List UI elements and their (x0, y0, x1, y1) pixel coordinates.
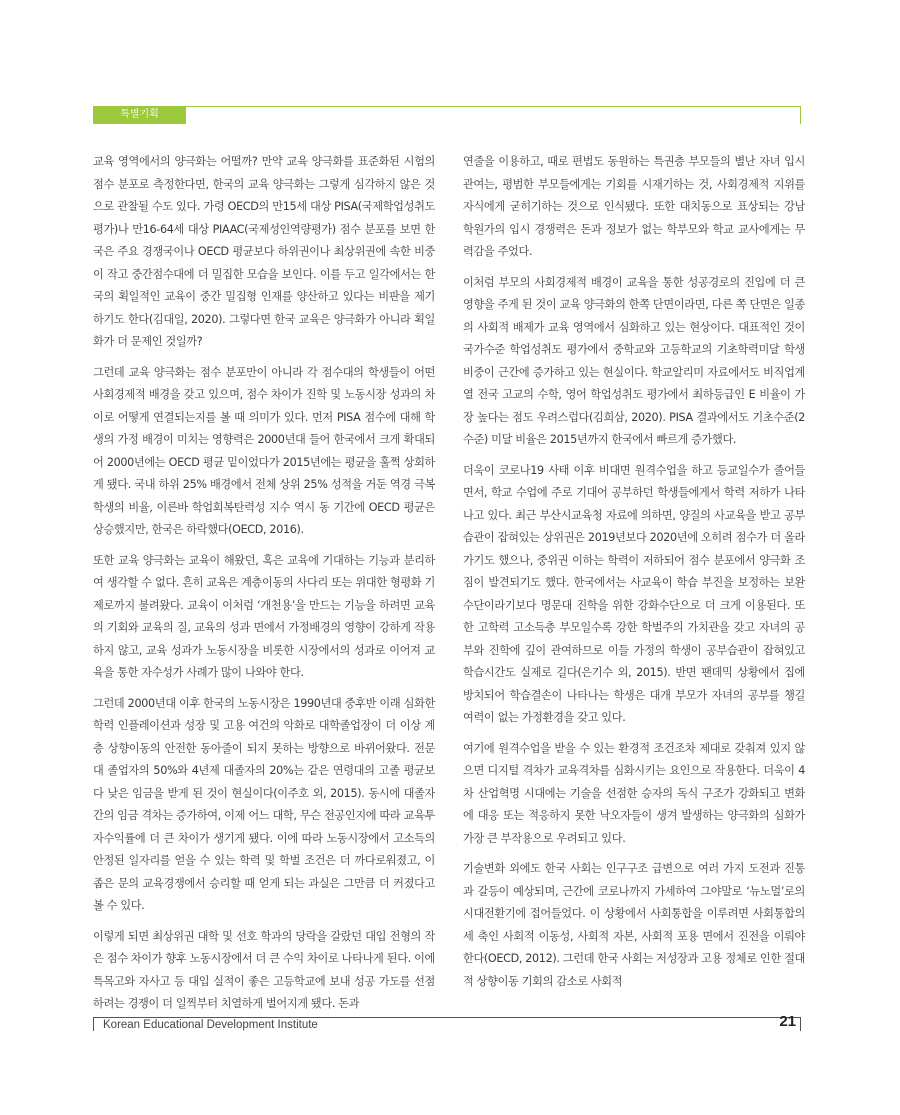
paragraph: 교육 영역에서의 양극화는 어떨까? 만약 교육 양극화를 표준화된 시험의 점수 분포로 측정한다면, 한국의 교육 양극화는 그렇게 심각하지 않은 것으로 관찰될 수도 있다. 가령 OECD의 만15세 대상 PISA(국제학업성취도평가)나 만16-64세 대상 PIAAC(국제성인역량평가) 점수 분포를 보면 한국은 주요 경쟁국이나 OECD 평균보다 하위권이나 최상위권에 속한 비중이 작고 중간점수대에 더 밀집한 모습을 보인다. 이를 두고 일각에서는 한국의 획일적인 교육이 중간 밀집형 인재를 양산하고 있다는 비판을 제기하기도 한다(김대일, 2020). 그렇다면 한국 교육은 양극화가 아니라 획일화가 더 문제인 것일까? (93, 155, 435, 348)
footer-rule-start (93, 1017, 94, 1031)
section-tag: 특별기획 (93, 106, 186, 124)
paragraph: 기술변화 외에도 한국 사회는 인구구조 급변으로 여러 가지 도전과 진통과 갈등이 예상되며, 근간에 코로나까지 가세하여 그야말로 ‘뉴노멀’로의 시대전환기에 접어들었다. 이 상황에서 사회통합을 이루려면 사회통합의 세 축인 사회적 이동성, 사회적 자본, 사회적 포용 면에서 진전을 이뤄야 한다(OECD, 2012). 그런데 한국 사회는 저성장과 고용 정체로 인한 절대적 상향이동 기회의 감소로 사회적 (463, 862, 805, 988)
paragraph: 또한 교육 양극화는 교육이 해왔던, 혹은 교육에 기대하는 기능과 분리하여 생각할 수 없다. 흔히 교육은 계층이동의 사다리 또는 위대한 형평화 기제로까지 불려왔다. 교육이 이처럼 ‘개천용’을 만드는 기능을 하려면 교육의 기회와 교육의 질, 교육의 성과 면에서 가정배경의 영향이 강하게 작용하지 않고, 교육 성과가 노동시장을 비롯한 시장에서의 성과로 이어져 교육을 통한 자수성가 사례가 많이 나와야 한다. (93, 553, 435, 679)
header-rule-end (800, 106, 801, 124)
header-rule (93, 106, 801, 107)
right-column (463, 151, 805, 1001)
page-number: 21 (779, 1013, 796, 1030)
paragraph: 연줄을 이용하고, 때로 편법도 동원하는 특권층 부모들의 별난 자녀 입시 관여는, 평범한 부모들에게는 기회를 시재기하는 것, 사회경제적 지위를 자식에게 굳히기하는 것으로 인식됐다. 또한 대치동으로 표상되는 강남 학원가의 입시 경쟁력은 돈과 정보가 없는 학부모와 학교 교사에게는 무력감을 주었다. (463, 155, 805, 258)
left-column (93, 151, 435, 1024)
paragraph: 이렇게 되면 최상위권 대학 및 선호 학과의 당락을 갈랐던 대입 전형의 작은 점수 차이가 향후 노동시장에서 더 큰 수익 차이로 나타나게 된다. 이에 특목고와 자사고 등 대입 실적이 좋은 고등학교에 보내 성공 가도를 선점하려는 경쟁이 더 일찍부터 치열하게 벌어지게 됐다. 돈과 (93, 929, 435, 1010)
paragraph: 이처럼 부모의 사회경제적 배경이 교육을 통한 성공경로의 진입에 더 큰 영향을 주게 된 것이 교육 양극화의 한쪽 단면이라면, 다른 쪽 단면은 일종의 사회적 배제가 교육 영역에서 심화하고 있는 현상이다. 대표적인 것이 국가수준 학업성취도 평가에서 중학교와 고등학교의 기초학력미달 학생 비중이 근간에 증가하고 있는 현실이다. 학교알리미 자료에서도 비직업계열 전국 고교의 수학, 영어 학업성취도 평가에서 최하등급인 E 비율이 가장 높다는 점도 우려스럽다(김희삼, 2020). PISA 결과에서도 기초수준(2수준) 미달 비율은 2015년까지 한국에서 빠르게 증가했다. (463, 275, 805, 446)
paragraph: 그런데 2000년대 이후 한국의 노동시장은 1990년대 중후반 이래 심화한 학력 인플레이션과 성장 및 고용 여건의 악화로 대학졸업장이 더 이상 계층 상향이동의 안전한 동아줄이 되지 못하는 방향으로 바뀌어왔다. 전문대 졸업자의 50%와 4년제 대졸자의 20%는 같은 연령대의 고졸 평균보다 낮은 임금을 받게 된 것이 현실이다(이주호 외, 2015). 동시에 대졸자 간의 임금 격차는 증가하여, 이제 어느 대학, 무슨 전공인지에 따라 교육투자수익률에 더 큰 차이가 생기게 됐다. 이에 따라 노동시장에서 고소득의 안정된 일자리를 얻을 수 있는 학력 및 학벌 조건은 더 까다로워졌고, 이 좁은 문의 교육경쟁에서 승리할 때 얻게 되는 과실은 그만큼 더 커졌다고 볼 수 있다. (93, 696, 435, 912)
footer-institution: Korean Educational Development Institute (103, 1019, 318, 1031)
paragraph: 그런데 교육 양극화는 점수 분포만이 아니라 각 점수대의 학생들이 어떤 사회경제적 배경을 갖고 있으며, 점수 차이가 진학 및 노동시장 성과의 차이로 어떻게 연결되는지를 볼 때 의미가 있다. 먼저 PISA 점수에 대해 학생의 가정 배경이 미치는 영향력은 2000년대 들어 한국에서 크게 확대되어 2000년에는 OECD 평균 밑이었다가 2015년에는 평균을 훌쩍 상회하게 됐다. 국내 하위 25% 배경에서 전체 상위 25% 성적을 거둔 역경 극복 학생의 비율, 이른바 학업회복탄력성 지수 역시 동 기간에 OECD 평균은 상승했지만, 한국은 하락했다(OECD, 2016). (93, 365, 435, 536)
paragraph: 더욱이 코로나19 사태 이후 비대면 원격수업을 하고 등교일수가 줄어들면서, 학교 수업에 주로 기대어 공부하던 학생들에게서 학력 저하가 나타나고 있다. 최근 부산시교육청 자료에 의하면, 양질의 사교육을 받고 공부습관이 잡혀있는 상위권은 2019년보다 2020년에 오히려 점수가 더 올라가기도 했으나, 중위권 이하는 학력이 저하되어 점수 분포에서 양극화 조짐이 발견되기도 했다. 한국에서는 사교육이 학습 부진을 보정하는 보완수단이라기보다 명문대 진학을 위한 강화수단으로 더 크게 이용된다. 또한 고학력 고소득층 부모일수록 강한 학벌주의 가치관을 갖고 자녀의 공부와 진학에 깊이 관여하므로 이들 가정의 학생이 공부습관이 잡혀있고 학습시간도 실제로 길다(은기수 외, 2015). 반면 팬데믹 상황에서 집에 방치되어 학습결손이 나타나는 학생은 대개 부모가 자녀의 공부를 챙길 여력이 없는 가정환경을 갖고 있다. (463, 463, 805, 724)
paragraph: 여기에 원격수업을 받을 수 있는 환경적 조건조차 제대로 갖춰져 있지 않으면 디지털 격차가 교육격차를 심화시키는 요인으로 작용한다. 더욱이 4차 산업혁명 시대에는 기술을 선점한 승자의 독식 구조가 강화되고 변화에 대응 또는 적응하지 못한 낙오자들이 생겨 발생하는 양극화의 심화가 가장 큰 부작용으로 우려되고 있다. (463, 741, 805, 845)
footer-rule-end (800, 1017, 801, 1031)
